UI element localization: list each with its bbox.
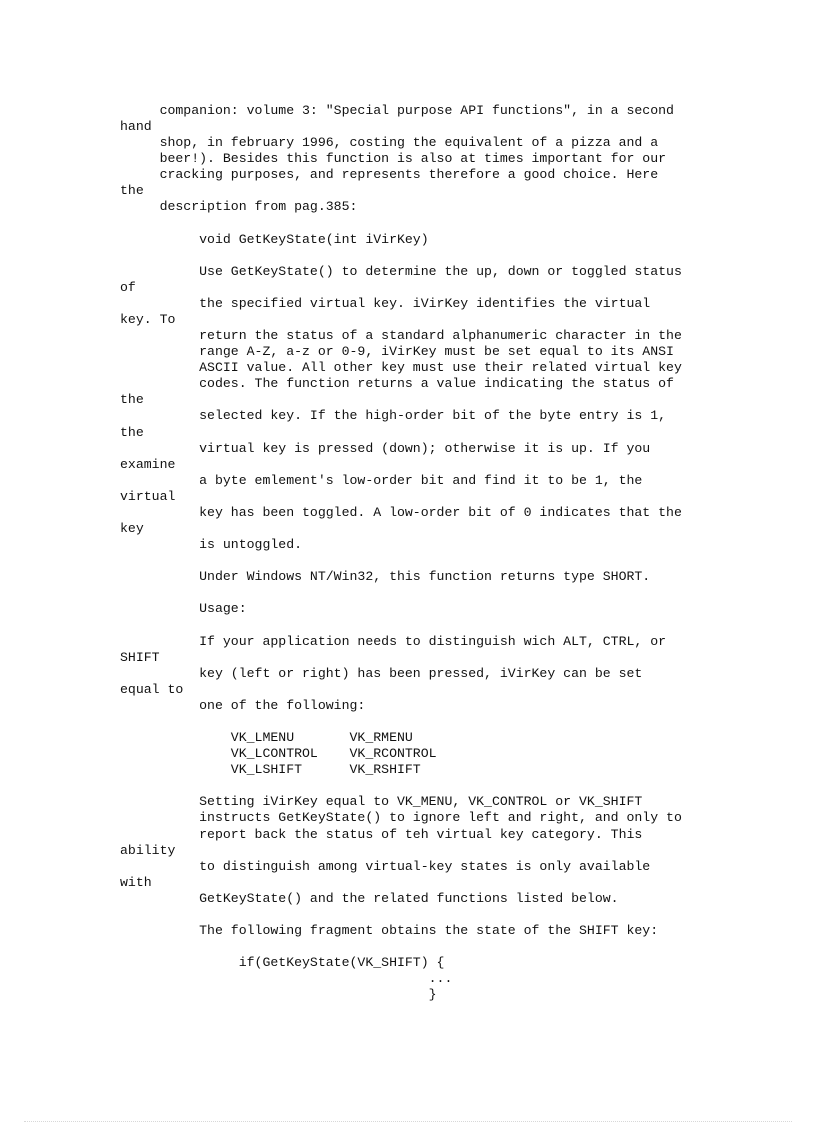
text-line: Usage: [120, 601, 247, 617]
text-line: one of the following: [120, 697, 366, 713]
blank-line [120, 778, 682, 794]
blank-line [120, 618, 682, 634]
text-line: SHIFT [120, 649, 160, 665]
text-line: range A-Z, a-z or 0-9, iVirKey must be set equal to its ANSI [120, 344, 674, 360]
blank-line [120, 939, 682, 955]
text-line: to distinguish among virtual-key states is only available [120, 858, 651, 874]
text-line: the [120, 392, 144, 408]
text-line: instructs GetKeyState() to ignore left and right, and only to [120, 810, 682, 826]
blank-line [120, 248, 682, 264]
text-line: the [120, 183, 144, 199]
text-line: a byte emlement's low-order bit and find it to be 1, the [120, 472, 643, 488]
text-line: companion: volume 3: "Special purpose API functions", in a second [120, 103, 674, 118]
text-line: beer!). Besides this function is also at times important for our [120, 151, 667, 167]
text-line: examine [120, 456, 176, 472]
text-line: return the status of a standard alphanumeric character in the [120, 328, 682, 344]
text-line: VK_LSHIFT VK_RSHIFT [120, 762, 421, 778]
text-line: Under Windows NT/Win32, this function returns type SHORT. [120, 569, 651, 585]
text-line: the [120, 424, 144, 440]
text-line: shop, in february 1996, costing the equivalent of a pizza and a [120, 135, 659, 151]
text-line: codes. The function returns a value indicating the status of [120, 376, 674, 392]
text-line: } [120, 987, 437, 1003]
blank-line [120, 585, 682, 601]
text-line: report back the status of teh virtual key category. This [120, 826, 643, 842]
text-line: the specified virtual key. iVirKey identifies the virtual [120, 295, 651, 311]
document-text [120, 103, 682, 1003]
blank-line [120, 907, 682, 923]
text-line: key has been toggled. A low-order bit of 0 indicates that the [120, 504, 682, 520]
text-line: VK_LMENU VK_RMENU [120, 730, 413, 746]
text-line: ability [120, 842, 176, 858]
text-line: The following fragment obtains the state of the SHIFT key: [120, 922, 659, 938]
text-line: void GetKeyState(int iVirKey) [120, 231, 429, 247]
blank-line [120, 714, 682, 730]
page-bottom-divider [24, 1121, 792, 1122]
text-line: ... [120, 971, 453, 987]
text-line: selected key. If the high-order bit of the byte entry is 1, [120, 408, 667, 424]
text-line: key [120, 521, 144, 537]
text-line: key. To [120, 312, 176, 328]
text-line: cracking purposes, and represents therefore a good choice. Here [120, 167, 659, 183]
text-line: GetKeyState() and the related functions listed below. [120, 890, 619, 906]
text-line: ASCII value. All other key must use their related virtual key [120, 360, 682, 376]
blank-line [120, 553, 682, 569]
text-line: Setting iVirKey equal to VK_MENU, VK_CONTROL or VK_SHIFT [120, 794, 643, 810]
text-line: hand [120, 119, 152, 135]
text-line: equal to [120, 681, 184, 697]
text-line: If your application needs to distinguish wich ALT, CTRL, or [120, 633, 667, 649]
text-line: is untoggled. [120, 537, 303, 553]
text-line: if(GetKeyState(VK_SHIFT) { [120, 955, 445, 971]
text-line: description from pag.385: [120, 199, 358, 215]
blank-line [120, 216, 682, 232]
text-line: key (left or right) has been pressed, iVirKey can be set [120, 665, 643, 681]
text-line: Use GetKeyState() to determine the up, down or toggled status [120, 263, 682, 279]
text-line: virtual [120, 488, 176, 504]
text-line: of [120, 279, 136, 295]
text-line: virtual key is pressed (down); otherwise it is up. If you [120, 440, 651, 456]
text-line: with [120, 874, 152, 890]
text-line: VK_LCONTROL VK_RCONTROL [120, 746, 437, 762]
